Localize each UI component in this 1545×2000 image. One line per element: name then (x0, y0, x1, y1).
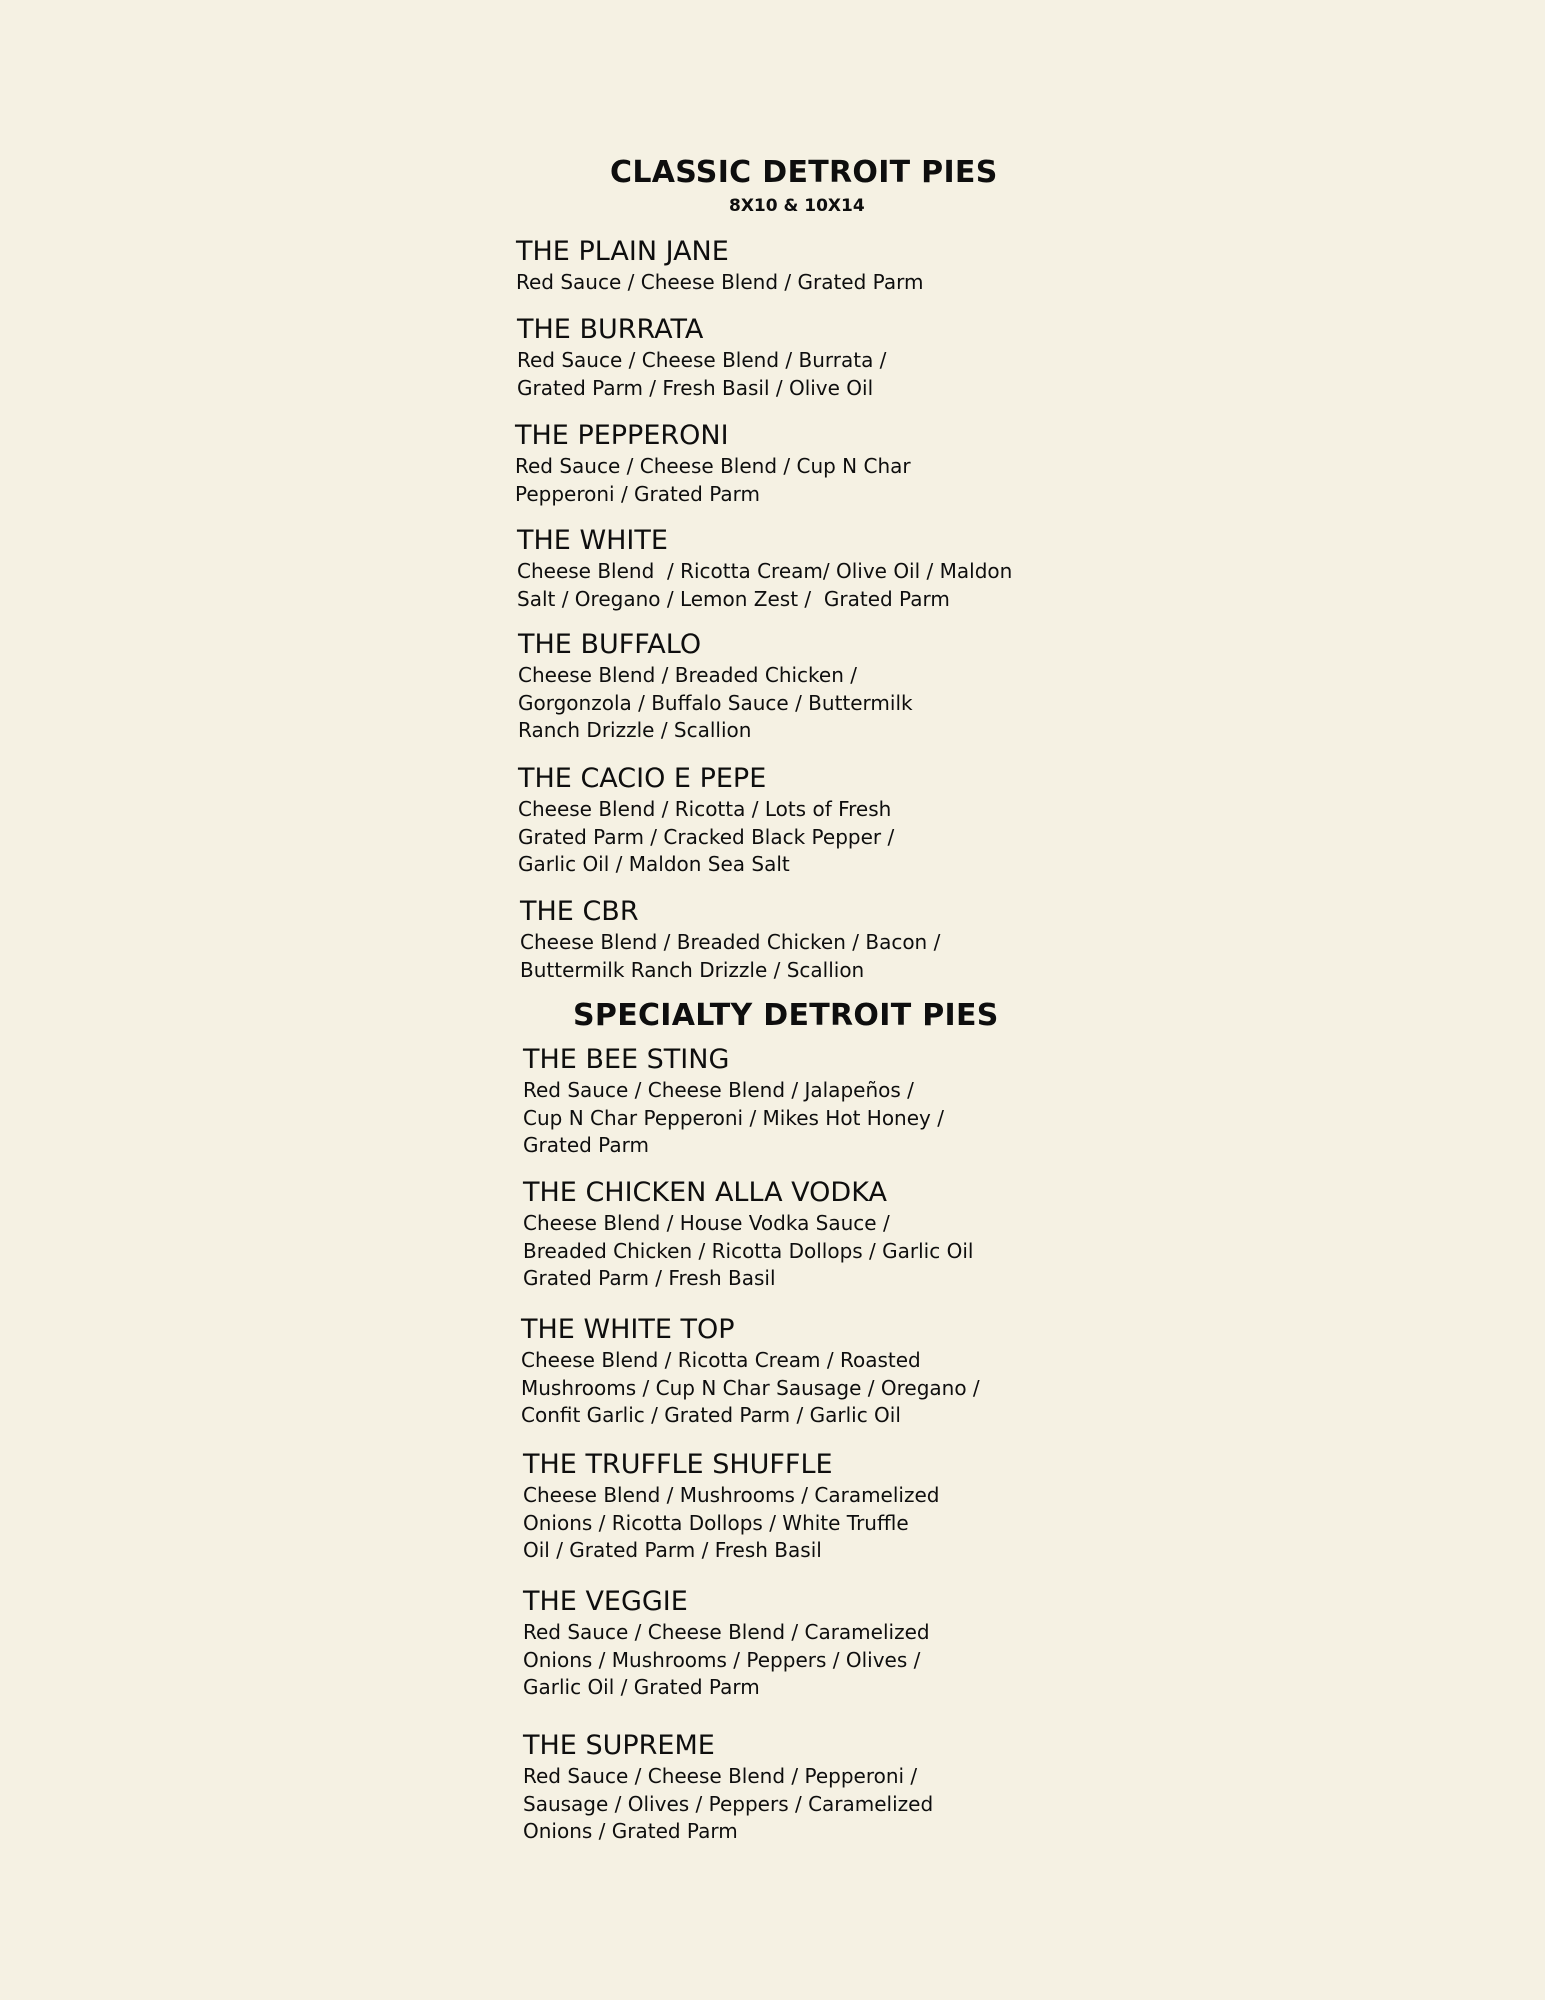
menu-item-name: THE BUFFALO (518, 629, 702, 660)
menu-item-description: Red Sauce / Cheese Blend / Caramelized Onions / Mushrooms / Peppers / Olives / Garlic Oil / Grated Parm (523, 1620, 930, 1699)
menu-item-plain-jane (516, 235, 1116, 297)
menu-item-truffle-shuffle (523, 1448, 1123, 1565)
classic-section-subtitle: 8X10 & 10X14 (729, 196, 865, 216)
menu-item-name: THE SUPREME (523, 1730, 715, 1761)
menu-item-description: Cheese Blend / Ricotta / Lots of Fresh Grated Parm / Cracked Black Pepper / Garlic Oil / Maldon Sea Salt (518, 797, 895, 876)
menu-item-description: Cheese Blend / Breaded Chicken / Gorgonzola / Buffalo Sauce / Buttermilk Ranch Drizzle / Scallion (518, 663, 913, 742)
menu-item-name: THE WHITE TOP (521, 1314, 735, 1345)
menu-item-white-top (521, 1313, 1121, 1430)
specialty-section-title: SPECIALTY DETROIT PIES (573, 998, 999, 1033)
menu-item-pepperoni (515, 419, 1115, 508)
menu-item-veggie (523, 1585, 1123, 1702)
menu-item-supreme (523, 1729, 1123, 1846)
menu-item-description: Red Sauce / Cheese Blend / Pepperoni / Sausage / Olives / Peppers / Caramelized Onions / Grated Parm (523, 1764, 934, 1843)
menu-item-description: Red Sauce / Cheese Blend / Grated Parm (516, 270, 924, 294)
menu-item-white (517, 524, 1117, 613)
menu-item-name: THE CBR (520, 896, 639, 927)
menu-item-description: Cheese Blend / Breaded Chicken / Bacon / Buttermilk Ranch Drizzle / Scallion (520, 930, 941, 982)
menu-item-cacio-e-pepe (518, 762, 1118, 879)
menu-item-name: THE PEPPERONI (515, 420, 729, 451)
menu-item-burrata (517, 313, 1117, 402)
menu-item-description: Cheese Blend / Ricotta Cream/ Olive Oil / Maldon Salt / Oregano / Lemon Zest / Grated Parm (517, 559, 1013, 611)
menu-item-cbr (520, 895, 1120, 984)
menu-item-description: Red Sauce / Cheese Blend / Jalapeños / Cup N Char Pepperoni / Mikes Hot Honey / Grated Parm (523, 1078, 944, 1157)
menu-item-name: THE CACIO E PEPE (518, 763, 767, 794)
menu-item-description: Cheese Blend / Ricotta Cream / Roasted Mushrooms / Cup N Char Sausage / Oregano / Confit Garlic / Grated Parm / Garlic Oil (521, 1348, 980, 1427)
menu-item-name: THE TRUFFLE SHUFFLE (523, 1449, 833, 1480)
menu-item-buffalo (518, 628, 1118, 745)
menu-item-name: THE VEGGIE (523, 1586, 688, 1617)
menu-item-description: Cheese Blend / Mushrooms / Caramelized Onions / Ricotta Dollops / White Truffle Oil / Grated Parm / Fresh Basil (523, 1483, 940, 1562)
menu-item-description: Cheese Blend / House Vodka Sauce / Breaded Chicken / Ricotta Dollops / Garlic Oil Grated Parm / Fresh Basil (523, 1211, 974, 1290)
menu-item-name: THE BURRATA (517, 314, 704, 345)
menu-item-name: THE PLAIN JANE (516, 236, 729, 267)
menu-item-name: THE CHICKEN ALLA VODKA (523, 1177, 887, 1208)
classic-section-title: CLASSIC DETROIT PIES (610, 155, 998, 190)
menu-item-chicken-alla-vodka (523, 1176, 1123, 1293)
menu-item-name: THE BEE STING (523, 1044, 730, 1075)
menu-item-description: Red Sauce / Cheese Blend / Burrata / Grated Parm / Fresh Basil / Olive Oil (517, 348, 887, 400)
menu-item-description: Red Sauce / Cheese Blend / Cup N Char Pepperoni / Grated Parm (515, 454, 911, 506)
menu-item-name: THE WHITE (517, 525, 668, 556)
menu-item-bee-sting (523, 1043, 1123, 1160)
